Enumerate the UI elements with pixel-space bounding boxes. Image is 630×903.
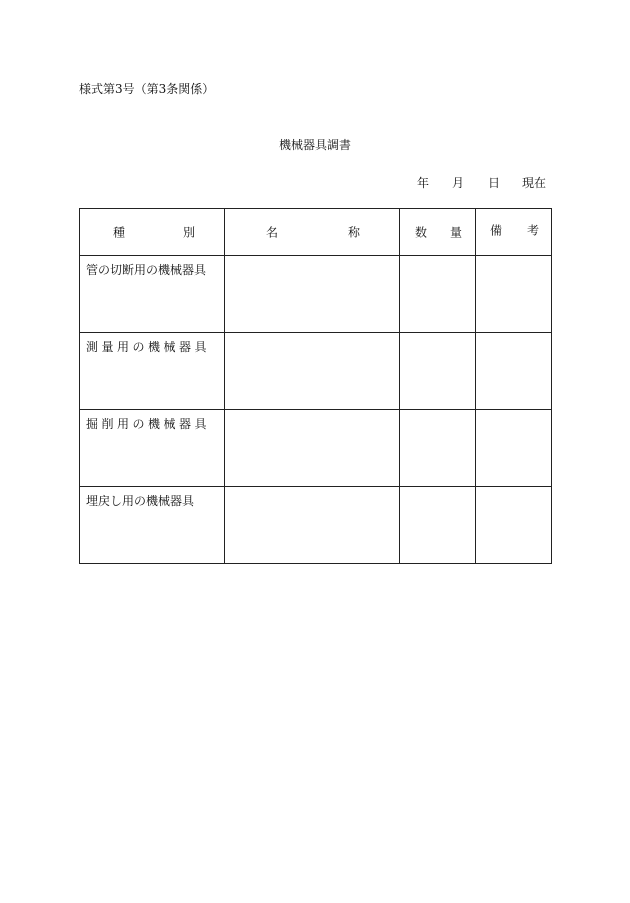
header-remarks <box>476 209 552 256</box>
category-label: 掘削用の機械器具 <box>86 417 211 431</box>
category-cell <box>80 487 225 564</box>
name-cell <box>225 256 400 333</box>
header-name <box>225 209 400 256</box>
category-label: 測量用の機械器具 <box>86 340 211 354</box>
name-cell <box>225 333 400 410</box>
header-quantity-char-1: 数 <box>415 225 428 240</box>
header-type-char-2: 別 <box>183 225 196 240</box>
name-cell <box>225 410 400 487</box>
remarks-cell <box>476 487 552 564</box>
quantity-cell <box>400 256 476 333</box>
table-row <box>80 256 552 333</box>
category-cell <box>80 410 225 487</box>
table-row <box>80 410 552 487</box>
header-quantity <box>400 209 476 256</box>
header-name-char-2: 称 <box>348 225 361 240</box>
remarks-cell <box>476 333 552 410</box>
header-remarks-char-2: 考 <box>527 223 540 238</box>
equipment-table <box>79 208 552 564</box>
category-cell <box>80 256 225 333</box>
date-day-label: 日 <box>488 176 501 190</box>
date-month-label: 月 <box>452 176 465 190</box>
quantity-cell <box>400 410 476 487</box>
document-title: 機械器具調書 <box>278 138 351 152</box>
category-cell <box>80 333 225 410</box>
category-label: 管の切断用の機械器具 <box>86 263 207 277</box>
remarks-cell <box>476 410 552 487</box>
header-remarks-char-1: 備 <box>490 223 503 238</box>
date-as-of-label: 現在 <box>522 176 547 190</box>
form-number: 様式第3号（第3条関係） <box>79 82 215 96</box>
name-cell <box>225 487 400 564</box>
table-row <box>80 333 552 410</box>
table-header-row <box>80 209 552 256</box>
table-row <box>80 487 552 564</box>
header-quantity-char-2: 量 <box>450 225 463 240</box>
quantity-cell <box>400 333 476 410</box>
header-type-char-1: 種 <box>113 225 126 240</box>
remarks-cell <box>476 256 552 333</box>
category-label: 埋戻し用の機械器具 <box>86 494 195 508</box>
date-year-label: 年 <box>417 176 430 190</box>
header-type <box>80 209 225 256</box>
header-name-char-1: 名 <box>266 225 279 240</box>
quantity-cell <box>400 487 476 564</box>
